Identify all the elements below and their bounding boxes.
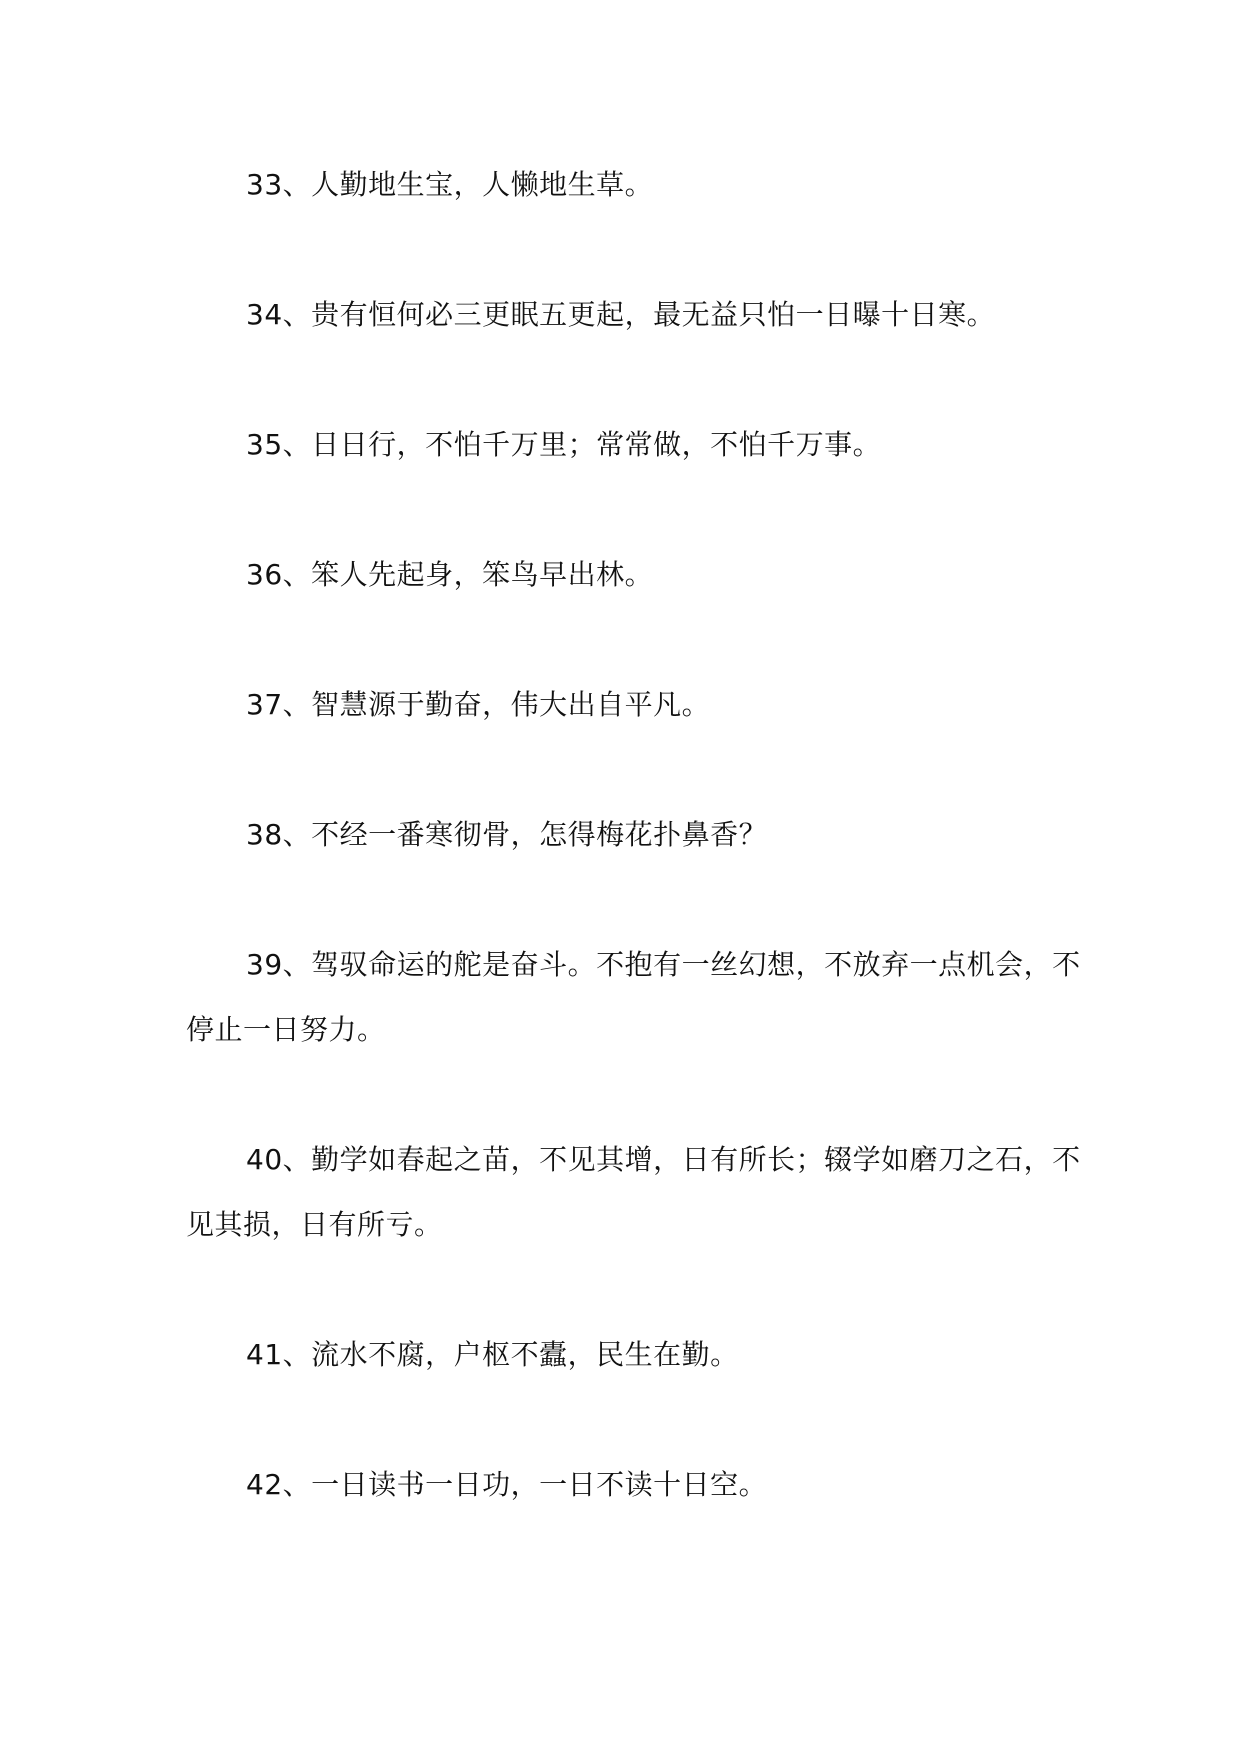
proverb-item-39: 39、驾驭命运的舵是奋斗。不抱有一丝幻想，不放弃一点机会，不停止一日努力。: [186, 948, 1081, 1046]
proverb-item-42: 42、一日读书一日功，一日不读十日空。: [246, 1468, 768, 1501]
proverb-item-34: 34、贵有恒何必三更眠五更起，最无益只怕一日曝十日寒。: [246, 298, 996, 331]
proverb-item-38: 38、不经一番寒彻骨，怎得梅花扑鼻香？: [246, 818, 768, 851]
proverb-item-33: 33、人勤地生宝，人懒地生草。: [246, 168, 654, 201]
proverb-item-35: 35、日日行，不怕千万里；常常做，不怕千万事。: [246, 428, 882, 461]
proverb-item-36: 36、笨人先起身，笨鸟早出林。: [246, 558, 654, 591]
proverb-item-40: 40、勤学如春起之苗，不见其增，日有所长；辍学如磨刀之石，不见其损，日有所亏。: [186, 1143, 1081, 1241]
proverb-item-37: 37、智慧源于勤奋，伟大出自平凡。: [246, 688, 711, 721]
proverb-item-41: 41、流水不腐，户枢不蠹，民生在勤。: [246, 1338, 739, 1371]
document-body: [186, 152, 1086, 1582]
